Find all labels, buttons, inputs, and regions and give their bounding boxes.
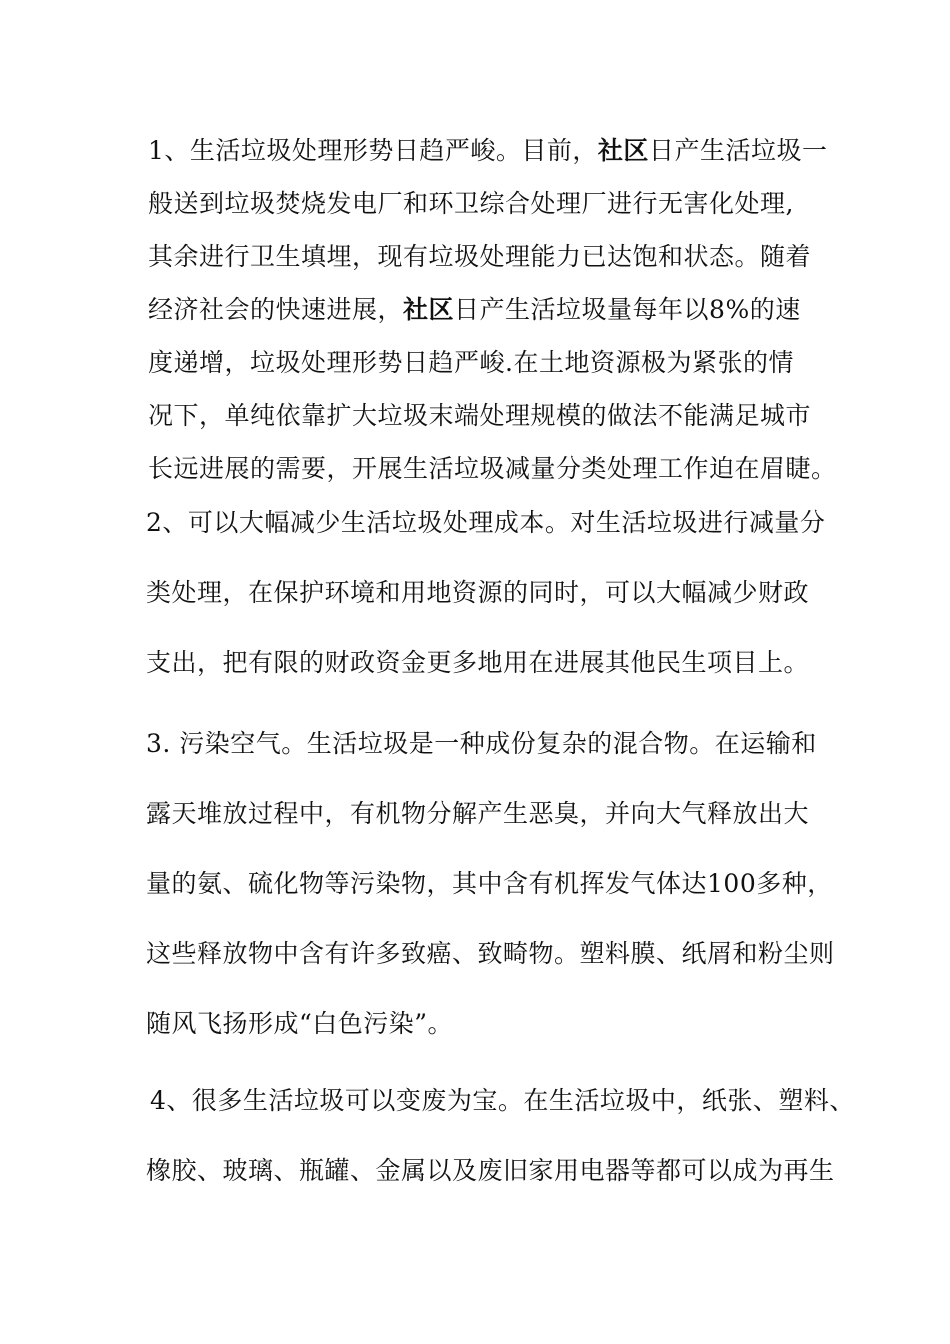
paragraph-4-line-1: 4、很多生活垃圾可以变废为宝。在生活垃圾中，纸张、塑料、 xyxy=(150,1086,855,1115)
text-segment: 经济社会的快速进展， xyxy=(148,295,404,324)
paragraph-1-line-2: 般送到垃圾焚烧发电厂和环卫综合处理厂进行无害化处理, xyxy=(148,189,794,218)
paragraph-3-line-1: 3. 污染空气。生活垃圾是一种成份复杂的混合物。在运输和 xyxy=(146,729,817,758)
paragraph-1-line-7: 长远进展的需要，开展生活垃圾减量分类处理工作迫在眉睫。 xyxy=(148,454,837,483)
paragraph-1-line-4 xyxy=(148,295,801,325)
paragraph-4-line-2: 橡胶、玻璃、瓶罐、金属以及废旧家用电器等都可以成为再生 xyxy=(146,1156,835,1185)
paragraph-2-line-2: 类处理，在保护环境和用地资源的同时，可以大幅减少财政 xyxy=(146,578,810,607)
paragraph-3-line-2: 露天堆放过程中，有机物分解产生恶臭，并向大气释放出大 xyxy=(146,799,810,828)
paragraph-3-line-5: 随风飞扬形成“白色污染”。 xyxy=(146,1009,454,1038)
paragraph-3-line-4: 这些释放物中含有许多致癌、致畸物。塑料膜、纸屑和粉尘则 xyxy=(146,939,835,968)
paragraph-1-line-5: 度递增，垃圾处理形势日趋严峻.在土地资源极为紧张的情 xyxy=(148,348,794,377)
text-segment: 日产生活垃圾一 xyxy=(648,136,828,165)
paragraph-1-line-3: 其余进行卫生填埋，现有垃圾处理能力已达饱和状态。随着 xyxy=(148,242,812,271)
text-segment: 1、生活垃圾处理形势日趋严峻。目前， xyxy=(148,136,598,165)
bold-term: 社区 xyxy=(403,295,455,324)
paragraph-1-line-1 xyxy=(148,136,827,166)
paragraph-2-line-3: 支出，把有限的财政资金更多地用在进展其他民生项目上。 xyxy=(146,648,810,677)
paragraph-1-line-6: 况下，单纯依靠扩大垃圾末端处理规模的做法不能满足城市 xyxy=(148,401,812,430)
paragraph-2-line-1: 2、可以大幅减少生活垃圾处理成本。对生活垃圾进行减量分 xyxy=(146,508,826,537)
bold-term: 社区 xyxy=(597,136,649,165)
text-segment: 日产生活垃圾量每年以8%的速 xyxy=(454,295,801,324)
paragraph-3-line-3: 量的氨、硫化物等污染物，其中含有机挥发气体达100多种， xyxy=(146,869,833,898)
